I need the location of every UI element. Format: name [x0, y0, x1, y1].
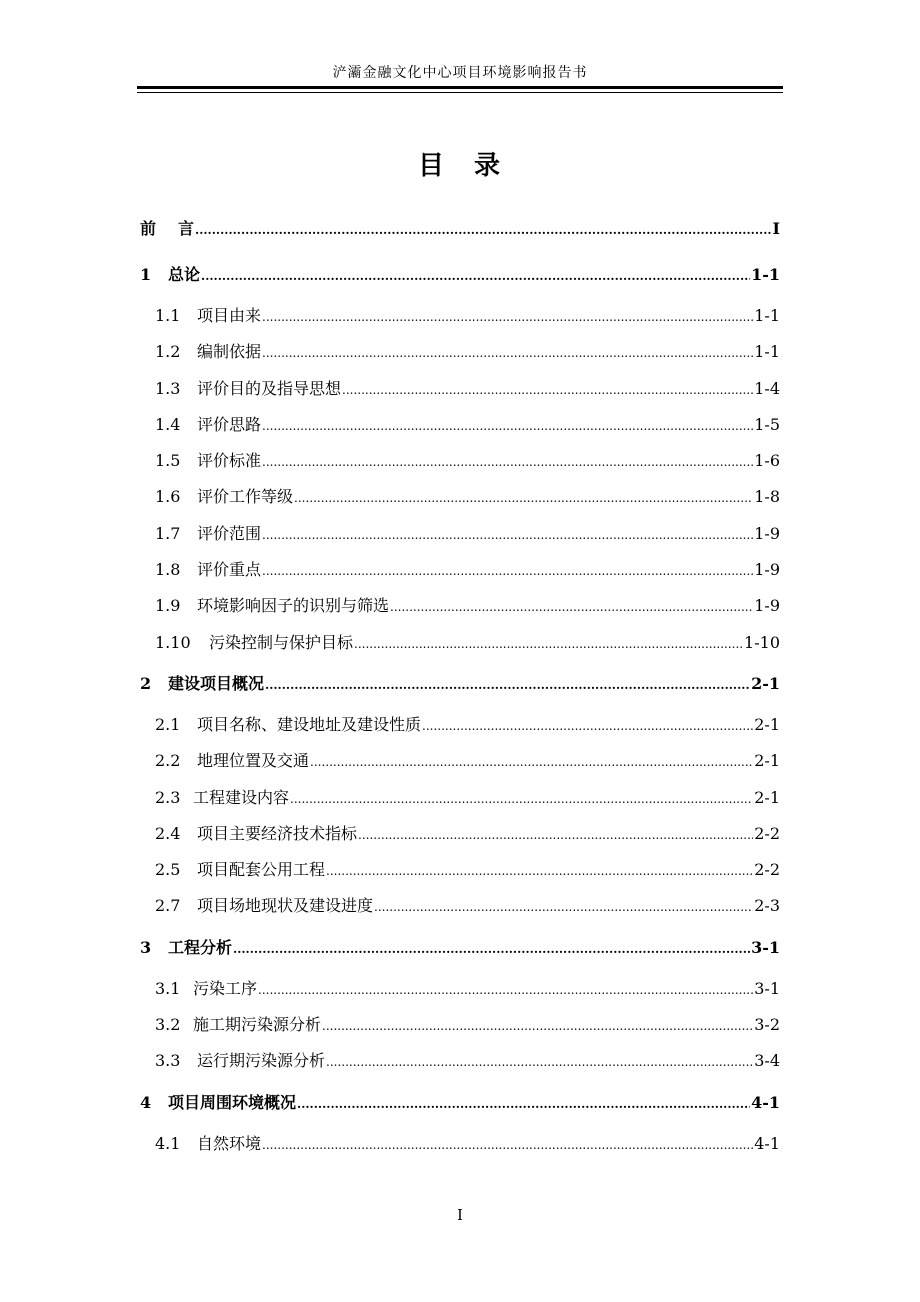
toc-entry-page: 2-1 — [754, 714, 780, 734]
toc-entry-title: 项目周围环境概况 — [168, 1092, 297, 1112]
toc-leader-dots — [310, 744, 753, 780]
toc-leader-dots — [262, 517, 753, 553]
toc-leader-dots — [262, 553, 753, 589]
toc-entry-number: 2.3 — [155, 787, 181, 807]
toc-entry-page: 1-1 — [754, 306, 780, 325]
toc-entry-number: 2.7 — [155, 896, 181, 916]
toc-entry-page: 3-1 — [754, 978, 780, 998]
toc-leader-dots — [422, 708, 753, 744]
toc-chapter-entry[interactable] — [140, 206, 780, 252]
toc-entry-title: 项目场地现状及建设进度 — [197, 896, 374, 916]
toc-entry-title: 建设项目概况 — [168, 673, 265, 693]
toc-entry-title: 评价思路 — [197, 414, 262, 434]
toc-entry-page: 2-2 — [754, 860, 780, 880]
toc-entry-page: 1-8 — [754, 487, 780, 507]
toc-entry-title: 地理位置及交通 — [197, 751, 310, 771]
toc-leader-dots — [258, 972, 753, 1008]
toc-entry-title: 工程建设内容 — [193, 787, 290, 807]
toc-chapter-entry[interactable] — [140, 252, 780, 298]
toc-entry-number: 2 — [140, 673, 152, 693]
toc-entry-page: 2-1 — [754, 751, 780, 771]
toc-entry-number: 1.10 — [155, 632, 191, 652]
toc-entry-page: 4-1 — [751, 1092, 780, 1112]
toc-chapter-entry[interactable] — [140, 661, 780, 707]
toc-entry-number: 2.1 — [155, 714, 181, 734]
toc-entry-title: 环境影响因子的识别与筛选 — [197, 596, 390, 616]
toc-entry-title: 言 — [178, 219, 195, 238]
toc-entry-title: 评价重点 — [197, 560, 262, 580]
toc-section-entry[interactable] — [140, 516, 780, 552]
toc-entry-page: 1-1 — [754, 342, 780, 362]
toc-section-entry[interactable] — [140, 1126, 780, 1162]
toc-entry-page: 1-4 — [754, 378, 780, 398]
toc-leader-dots — [201, 253, 750, 299]
page-number: I — [457, 1206, 463, 1224]
toc-entry-number: 1.3 — [155, 378, 181, 398]
toc-section-entry[interactable] — [140, 707, 780, 743]
toc-section-entry[interactable] — [140, 1007, 780, 1043]
toc-section-entry[interactable] — [140, 407, 780, 443]
toc-entry-number: 1.4 — [155, 414, 181, 434]
toc-entry-title: 污染控制与保护目标 — [209, 632, 354, 652]
toc-entry-number: 1 — [140, 265, 152, 284]
toc-chapter-entry[interactable] — [140, 925, 780, 971]
toc-leader-dots — [342, 372, 753, 408]
toc-section-entry[interactable] — [140, 780, 780, 816]
toc-entry-number: 2.4 — [155, 823, 181, 843]
toc-section-entry[interactable] — [140, 588, 780, 624]
toc-entry-number: 1.8 — [155, 560, 181, 580]
toc-section-entry[interactable] — [140, 552, 780, 588]
toc-section-entry[interactable] — [140, 443, 780, 479]
toc-leader-dots — [326, 853, 753, 889]
toc-entry-number: 3 — [140, 937, 152, 957]
toc-entry-number: 2.5 — [155, 860, 181, 880]
toc-leader-dots — [290, 781, 753, 817]
toc-leader-dots — [195, 207, 772, 253]
toc-leader-dots — [262, 444, 753, 480]
running-header: 浐灞金融文化中心项目环境影响报告书 — [332, 65, 588, 81]
toc-entry-number: 2.2 — [155, 751, 181, 771]
toc-entry-title: 施工期污染源分析 — [193, 1015, 322, 1035]
toc-entry-page: 3-4 — [754, 1051, 780, 1071]
toc-section-entry[interactable] — [140, 298, 780, 334]
toc-entry-number: 1.9 — [155, 596, 181, 616]
toc-entry-number: 4 — [140, 1092, 152, 1112]
toc-section-entry[interactable] — [140, 479, 780, 515]
toc-entry-title: 污染工序 — [193, 978, 258, 998]
toc-entry-page: 2-1 — [751, 673, 780, 693]
toc-entry-title: 自然环境 — [197, 1133, 262, 1153]
toc-section-entry[interactable] — [140, 888, 780, 924]
toc-entry-page: 2-2 — [754, 823, 780, 843]
toc-section-entry[interactable] — [140, 971, 780, 1007]
toc-entry-page: 3-1 — [751, 937, 780, 957]
toc-entry-number: 4.1 — [155, 1133, 181, 1153]
toc-leader-dots — [297, 1081, 750, 1127]
toc-entry-page: 3-2 — [754, 1015, 780, 1035]
toc-entry-title: 评价工作等级 — [197, 487, 294, 507]
toc-leader-dots — [390, 589, 753, 625]
toc-leader-dots — [322, 1008, 753, 1044]
toc-entry-title: 运行期污染源分析 — [197, 1051, 326, 1071]
toc-leader-dots — [326, 1044, 753, 1080]
toc-entry-page: 1-5 — [754, 414, 780, 434]
toc-entry-number: 3.3 — [155, 1051, 181, 1071]
toc-entry-number: 3.1 — [155, 978, 181, 998]
toc-entry-title: 工程分析 — [168, 937, 233, 957]
toc-leader-dots — [262, 1127, 753, 1163]
toc-leader-dots — [233, 926, 750, 972]
toc-entry-title: 评价范围 — [197, 523, 262, 543]
toc-entry-page: 2-1 — [754, 787, 780, 807]
header-rule-thick — [137, 86, 783, 89]
toc-entry-number: 1.2 — [155, 342, 181, 362]
toc-leader-dots — [374, 889, 753, 925]
toc-leader-dots — [265, 662, 750, 708]
toc-entry-page: 1-10 — [744, 632, 780, 652]
toc-entry-title: 评价目的及指导思想 — [197, 378, 342, 398]
toc-leader-dots — [262, 408, 753, 444]
toc-entry-page: 1-9 — [754, 560, 780, 580]
toc-entry-number: 1.1 — [155, 306, 181, 325]
toc-leader-dots — [262, 335, 753, 371]
page-title: 目 录 — [417, 151, 502, 181]
toc-entry-page: 4-1 — [754, 1133, 780, 1153]
toc-entry-title: 项目配套公用工程 — [197, 860, 326, 880]
toc-entry-number: 1.6 — [155, 487, 181, 507]
toc-entry-number: 1.5 — [155, 451, 181, 471]
toc-section-entry[interactable] — [140, 334, 780, 370]
toc-leader-dots — [294, 480, 753, 516]
toc-entry-page: 1-6 — [754, 451, 780, 471]
toc-entry-number: 1.7 — [155, 523, 181, 543]
toc-section-entry[interactable] — [140, 816, 780, 852]
toc-section-entry[interactable] — [140, 371, 780, 407]
toc-entry-title: 项目主要经济技术指标 — [197, 823, 358, 843]
toc-entry-page: 1-9 — [754, 523, 780, 543]
toc-entry-title: 编制依据 — [197, 342, 262, 362]
toc-entry-page: 2-3 — [754, 896, 780, 916]
toc-section-entry[interactable] — [140, 625, 780, 661]
toc-entry-page: 1-1 — [751, 265, 780, 284]
toc-entry-page: I — [772, 219, 780, 238]
toc-entry-title: 项目名称、建设地址及建设性质 — [197, 714, 422, 734]
table-of-contents — [140, 206, 780, 1162]
toc-section-entry[interactable] — [140, 1043, 780, 1079]
toc-leader-dots — [358, 817, 753, 853]
toc-entry-number: 3.2 — [155, 1015, 181, 1035]
toc-section-entry[interactable] — [140, 852, 780, 888]
toc-leader-dots — [354, 626, 743, 662]
toc-entry-title: 总论 — [168, 265, 201, 284]
toc-leader-dots — [262, 299, 753, 335]
toc-section-entry[interactable] — [140, 743, 780, 779]
toc-entry-title: 评价标准 — [197, 451, 262, 471]
toc-chapter-entry[interactable] — [140, 1080, 780, 1126]
toc-entry-number: 前 — [140, 219, 157, 238]
toc-entry-page: 1-9 — [754, 596, 780, 616]
header-rule-thin — [137, 92, 783, 93]
toc-entry-title: 项目由来 — [197, 306, 262, 325]
